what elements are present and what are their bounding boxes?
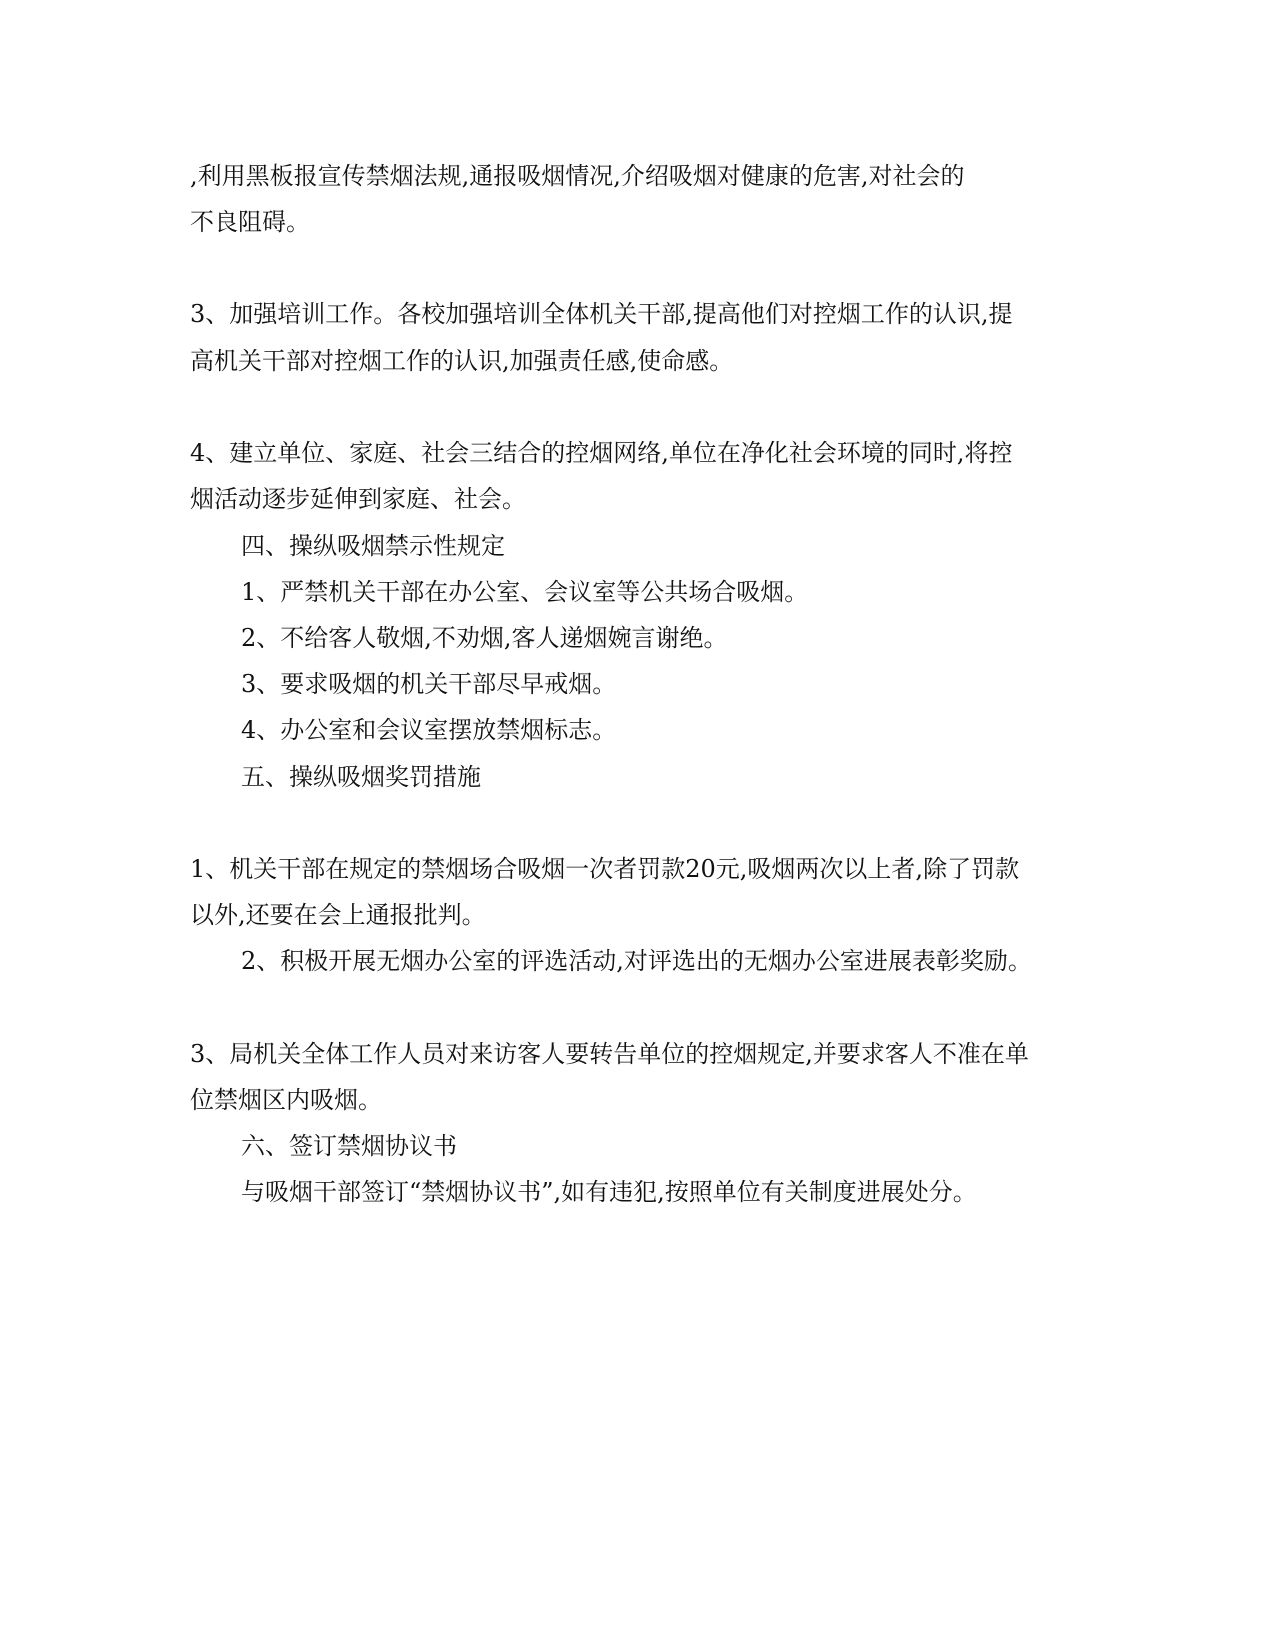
paragraph-line: 不良阻碍。 — [190, 208, 310, 236]
paragraph-line: 与吸烟干部签订“禁烟协议书”,如有违犯,按照单位有关制度进展处分。 — [241, 1178, 977, 1206]
list-item: 2、不给客人敬烟,不劝烟,客人递烟婉言谢绝。 — [241, 624, 728, 652]
paragraph-line: 3、加强培训工作。各校加强培训全体机关干部,提高他们对控烟工作的认识,提 — [190, 300, 1013, 328]
list-item: 3、要求吸烟的机关干部尽早戒烟。 — [241, 670, 617, 698]
paragraph-line: ,利用黑板报宣传禁烟法规,通报吸烟情况,介绍吸烟对健康的危害,对社会的 — [190, 162, 965, 190]
section-heading: 六、签订禁烟协议书 — [241, 1132, 457, 1160]
paragraph-line: 1、机关干部在规定的禁烟场合吸烟一次者罚款20元,吸烟两次以上者,除了罚款 — [190, 855, 1020, 883]
paragraph-line: 以外,还要在会上通报批判。 — [190, 901, 486, 929]
section-heading: 五、操纵吸烟奖罚措施 — [241, 763, 481, 791]
paragraph-line: 3、局机关全体工作人员对来访客人要转告单位的控烟规定,并要求客人不准在单 — [190, 1040, 1029, 1068]
paragraph-line: 4、建立单位、家庭、社会三结合的控烟网络,单位在净化社会环境的同时,将控 — [190, 439, 1013, 467]
list-item: 4、办公室和会议室摆放禁烟标志。 — [241, 716, 617, 744]
list-item: 1、严禁机关干部在办公室、会议室等公共场合吸烟。 — [241, 578, 809, 606]
paragraph-line: 烟活动逐步延伸到家庭、社会。 — [190, 485, 526, 513]
section-heading: 四、操纵吸烟禁示性规定 — [241, 532, 505, 560]
list-item: 2、积极开展无烟办公室的评选活动,对评选出的无烟办公室进展表彰奖励。 — [241, 947, 1032, 975]
paragraph-line: 位禁烟区内吸烟。 — [190, 1086, 382, 1114]
paragraph-line: 高机关干部对控烟工作的认识,加强责任感,使命感。 — [190, 347, 734, 375]
